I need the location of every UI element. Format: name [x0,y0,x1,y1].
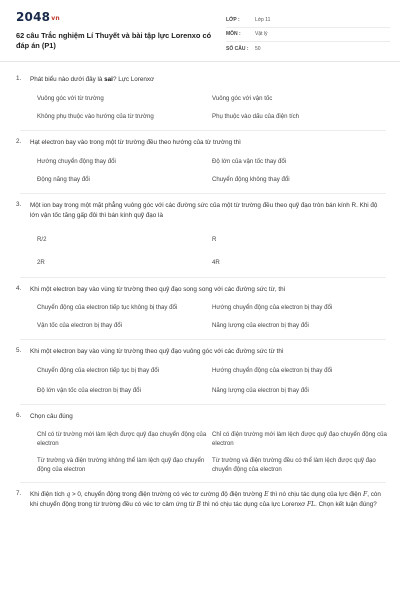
question-list [16,75,386,510]
answer-option[interactable]: 2R [37,258,45,266]
answer-option[interactable]: Hướng chuyển động của electron bị thay đổi [212,366,333,374]
question-text-part: Khi điện tích [30,491,67,499]
question-number: 6. [16,411,22,419]
answer-option[interactable]: R [212,235,217,243]
charge-symbol: q [66,491,71,499]
question-number: 5. [16,346,22,354]
answer-option[interactable]: Động năng thay đổi [37,175,90,183]
question-3 [16,201,386,221]
meta-label: SỐ CÂU : [226,45,249,52]
answer-grid [37,430,386,475]
answer-option[interactable]: Vận tốc của electron bị thay đổi [37,321,123,329]
meta-label: MÔN : [226,31,241,38]
question-text-part: Phát biểu nào dưới đây là [30,76,105,83]
question-text: Khi một electron bay vào vùng từ trường theo quỹ đạo vuông góc với các đường sức từ thì [30,347,284,355]
answer-grid [37,303,386,330]
site-logo[interactable] [16,10,60,26]
divider [20,277,386,278]
answer-option[interactable]: Chuyển động của electron tiếp tục bị thay đổi [37,366,159,374]
question-text: Một ion bay trong một mặt phẳng vuông góc với các đường sức của một từ trường đều theo quỹ đạo tròn bán kính R. Khi độ lớn vận tốc tăng gấp đôi thì bán kính quỹ đạo là [30,202,378,219]
answer-option[interactable]: Vuông góc với từ trường [37,94,104,102]
answer-option[interactable]: Chỉ có từ trường mới làm lệch được quỹ đạo chuyển động của electron [37,430,207,447]
divider [20,339,386,340]
answer-option[interactable]: Chuyển động không thay đổi [212,175,290,183]
answer-option[interactable]: Năng lượng của electron bị thay đổi [212,386,309,394]
question-text [30,490,386,510]
answer-option[interactable]: Vuông góc với vận tốc [212,94,273,102]
meta-row-class [226,14,390,28]
question-text-part: thì nó chịu tác dụng của lực Lorenxơ [200,500,307,508]
answer-option[interactable]: Độ lớn vận tốc của electron bị thay đổi [37,386,141,394]
answer-grid [37,157,386,184]
answer-option[interactable]: Hướng chuyển động của electron bị thay đổi [212,303,333,311]
answer-grid [37,366,386,395]
question-text-part: ? Lực Lorenxơ [112,76,155,83]
question-text: Hạt electron bay vào trong một từ trường đều theo hướng của từ trường thì [30,139,241,147]
electric-field-symbol: E [264,491,269,499]
question-number: 1. [16,75,22,82]
divider [20,193,386,194]
meta-value: Vật lý [255,31,268,38]
answer-option[interactable]: Độ lớn của vận tốc thay đổi [212,157,287,165]
question-text-emphasis: sai [104,76,113,83]
answer-option[interactable]: Năng lượng của electron bị thay đổi [212,321,309,329]
magnetic-field-symbol: B [196,500,201,508]
meta-label: LỚP : [226,17,240,24]
divider [20,404,386,405]
question-number: 2. [16,138,22,146]
answer-option[interactable]: R/2 [37,235,47,243]
question-number: 3. [16,201,22,209]
question-text-part: thì nó chịu tác dụng của lực điện [268,491,364,499]
meta-row-subject [226,28,390,42]
divider [20,482,386,483]
answer-option[interactable]: Hướng chuyển động thay đổi [37,157,116,165]
answer-grid [37,235,386,267]
answer-option[interactable]: Từ trường và điện trường đều có thể làm lệch được quỹ đạo chuyển động của electron [212,456,376,474]
question-text-part: , còn khi chuyển động trong từ trường đều có véc tơ cảm ứng từ [30,491,381,508]
question-text: Khi một electron bay vào vùng từ trường theo quỹ đạo song song với các đường sức từ, thì [30,285,286,293]
answer-option[interactable]: Từ trường và điện trường không thể làm lệch quỹ đạo chuyển động của electron [37,456,205,474]
question-text [30,75,386,85]
question-1 [16,75,386,85]
logo-suffix: vn [51,15,60,22]
answer-option[interactable]: Chuyển động của electron tiếp tục không bị thay đổi [37,303,178,311]
question-text-part: . Chọn kết luận đúng? [315,500,377,508]
meta-value: 50 [255,45,261,52]
question-number: 4. [16,284,22,292]
question-5 [16,347,386,357]
page-header [0,0,400,62]
question-7 [16,490,386,510]
question-text: Chọn câu đúng [30,412,73,420]
answer-grid [37,94,386,121]
question-text-part: > 0, chuyển động trong điện trường có véc tơ cường độ điện trường [70,491,265,499]
divider [20,130,386,131]
force-symbol: F [363,491,368,499]
question-4 [16,285,386,295]
document-title: 62 câu Trắc nghiệm Lí Thuyết và bài tập lực Lorenxo có đáp án (P1) [16,31,212,50]
logo-text: 2048 [16,10,51,24]
meta-value: Lớp 11 [255,17,271,24]
question-2 [16,138,386,148]
document-meta [226,14,390,56]
meta-row-count [226,42,390,56]
answer-option[interactable]: Phụ thuộc vào dấu của điện tích [212,112,300,120]
lorentz-force-symbol: FL [306,500,316,508]
answer-option[interactable]: 4R [212,258,220,266]
question-6 [16,412,386,422]
answer-option[interactable]: Không phụ thuộc vào hướng của từ trường [37,112,154,120]
answer-option[interactable]: Chỉ có điện trường mới làm lệch được quỹ đạo chuyển động của electron [212,430,387,447]
question-number: 7. [16,490,22,498]
